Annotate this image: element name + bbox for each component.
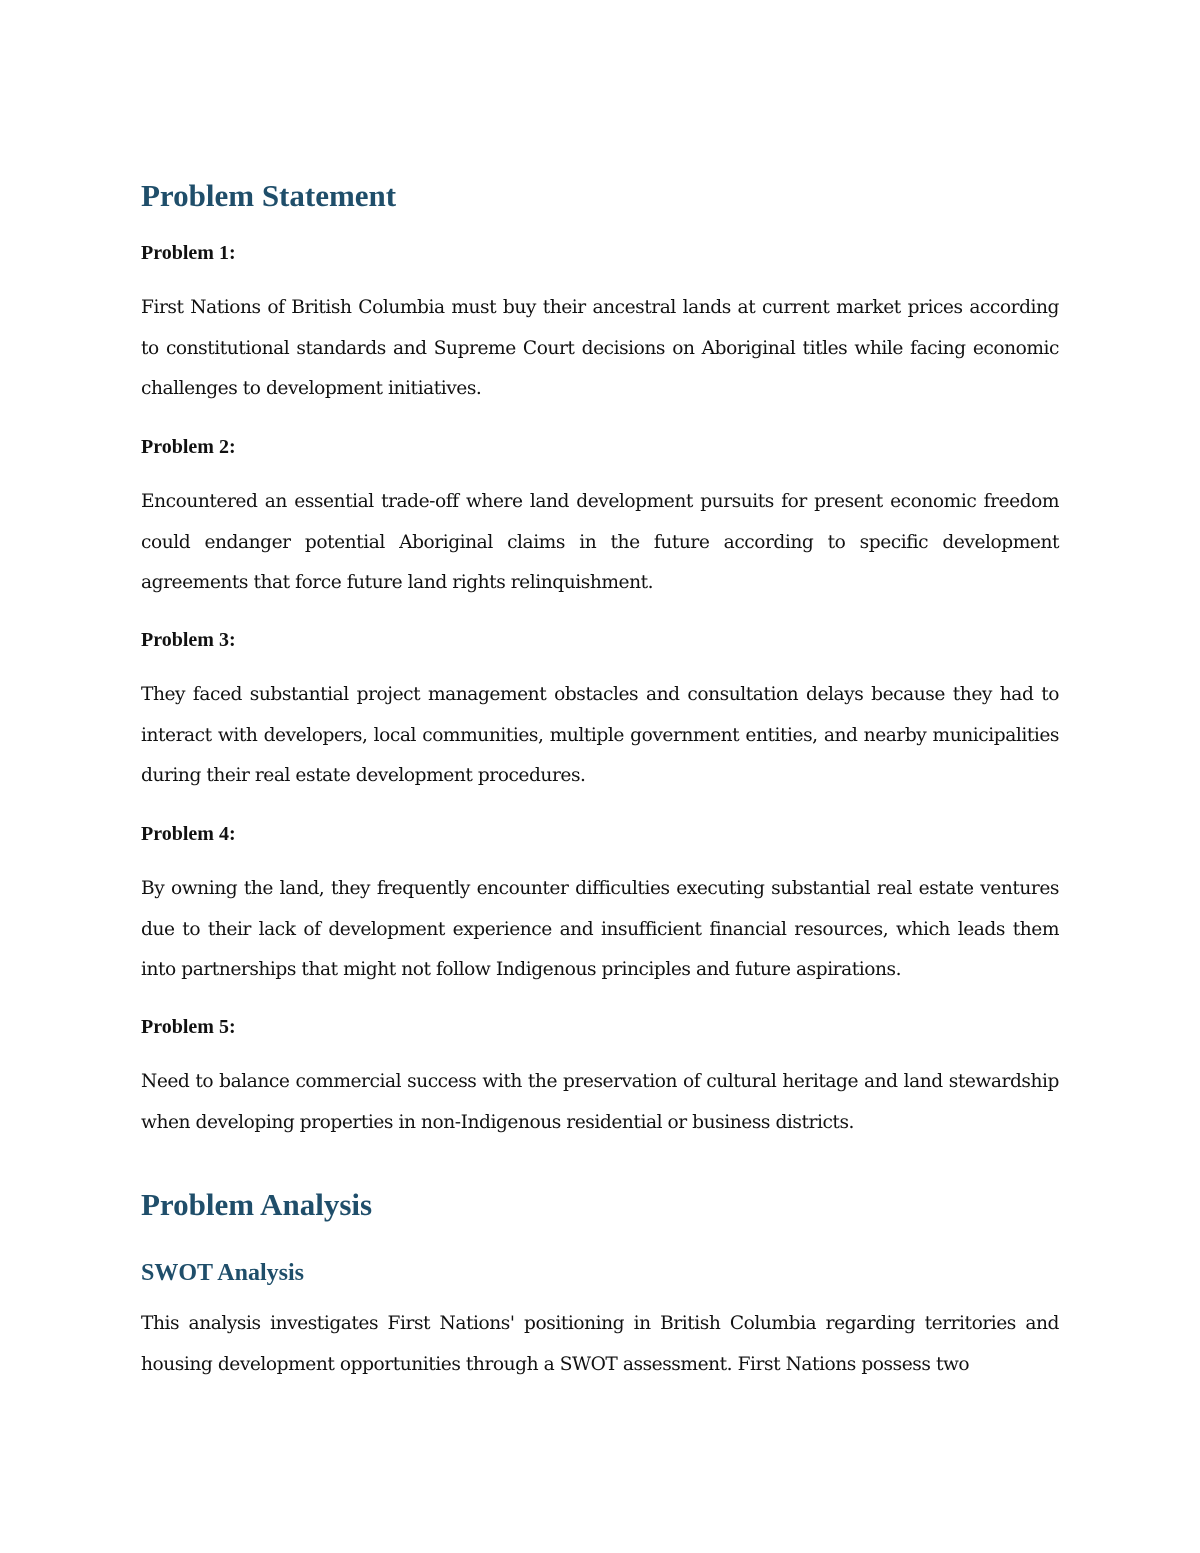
problem-2-label: Problem 2: (141, 436, 236, 458)
problem-5-text: Need to balance commercial success with the preservation of cultural heritage and land stewardship when developing properties in non-Indigenous residential or business districts. (141, 1071, 1059, 1133)
problem-5-label: Problem 5: (141, 1016, 236, 1038)
problem-4-label: Problem 4: (141, 823, 236, 845)
swot-intro-text: This analysis investigates First Nations' positioning in British Columbia regarding territories and housing development opportunities through a SWOT assessment. First Nations possess two (141, 1313, 1059, 1375)
section-heading-problem-analysis: Problem Analysis (141, 1187, 373, 1222)
subheading-swot-analysis: SWOT Analysis (141, 1260, 304, 1286)
problem-3-text: They faced substantial project management obstacles and consultation delays because they had to interact with developers, local communities, multiple government entities, and nearby municipalities during their real estate development procedures. (141, 684, 1059, 786)
problem-3-label: Problem 3: (141, 629, 236, 651)
problem-4-text: By owning the land, they frequently encounter difficulties executing substantial real estate ventures due to their lack of development experience and insufficient financial resources, which leads them into partnerships that might not follow Indigenous principles and future aspirations. (141, 878, 1059, 980)
section-heading-problem-statement: Problem Statement (141, 178, 397, 213)
problem-1-text: First Nations of British Columbia must buy their ancestral lands at current market prices according to constitutional standards and Supreme Court decisions on Aboriginal titles while facing economic challenges to development initiatives. (141, 297, 1059, 399)
problem-1-label: Problem 1: (141, 242, 236, 264)
problem-2-text: Encountered an essential trade-off where land development pursuits for present economic freedom could endanger potential Aboriginal claims in the future according to specific development agreements that force future land rights relinquishment. (141, 491, 1059, 593)
